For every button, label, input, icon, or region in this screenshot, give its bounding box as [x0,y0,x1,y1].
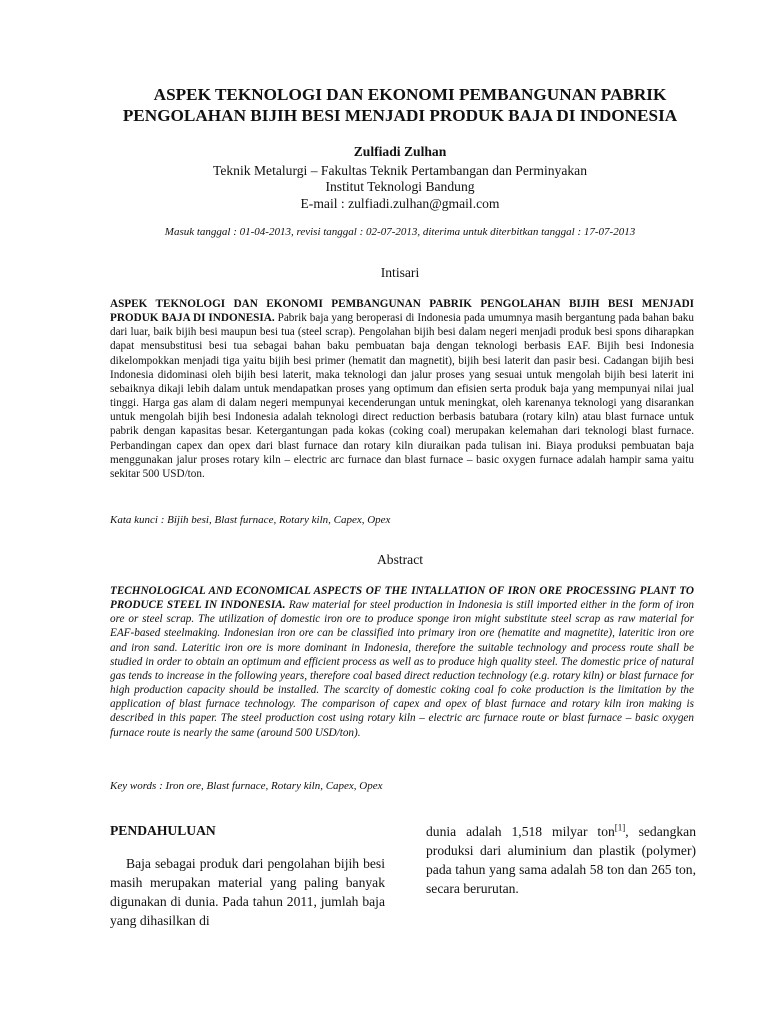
body-column-right [426,822,696,898]
col2-text-start: dunia adalah 1,518 milyar ton [426,824,615,839]
affiliation-department: Teknik Metalurgi – Fakultas Teknik Pertambangan dan Perminyakan [213,163,587,178]
abstract-heading: Abstract [376,552,424,567]
affiliation-institute: Institut Teknologi Bandung [325,179,475,194]
body-column-left: Baja sebagai produk dari pengolahan bijih besi masih merupakan material yang paling banyak digunakan di dunia. Pada tahun 2011, jumlah baja yang dihasilkan di [110,856,385,929]
paper-title-line1: ASPEK TEKNOLOGI DAN EKONOMI PEMBANGUNAN PABRIK [153,85,667,104]
abstract-body: Raw material for steel production in Indonesia is still imported either in the form of iron ore or steel scrap. The utilization of domestic iron ore to produce sponge iron might substitute steel scrap as raw material for EAF-based steelmaking. Indonesian iron ore can be classified into primary iron ore (hematite and magnetite), lateritic iron ore and iron sand. Lateritic iron ore is more dominant in Indonesia, therefore the suitable technology and process route shall be studied in order to obtain an optimum and efficient process as well as to produce high quality steel. The domestic price of natural gas tends to increase in the following years, therefore coal based direct reduction technology (e.g. rotary kiln) or blast furnace for high production capacity should be installed. The scarcity of domestic coking coal fo coke production is the limitation by the application of blast furnace technology. The comparison of capex and opex of blast furnace and rotary kiln iron making is described in this paper. The steel production cost using rotary kiln – electric arc furnace route or blast furnace – basic oxygen furnace route is nearly the same (around 500 USD/ton). [110,599,695,739]
abstract-lead: TECHNOLOGICAL AND ECONOMICAL ASPECTS OF THE INTALLATION OF IRON ORE PROCESSING PLANT TO PRODUCE STEEL IN INDONESIA. [110,585,694,612]
citation-ref-1: [1] [614,822,626,833]
abstract-paragraph [110,584,694,740]
intisari-keywords: Kata kunci : Bijih besi, Blast furnace, Rotary kiln, Capex, Opex [110,514,391,526]
paper-title-line2: PENGOLAHAN BIJIH BESI MENJADI PRODUK BAJA DI INDONESIA [122,106,678,125]
author-email: E-mail : zulfiadi.zulhan@gmail.com [300,196,500,211]
intisari-body: Pabrik baja yang beroperasi di Indonesia pada umumnya masih bergantung pada bahan baku dari luar, baik bijih besi maupun besi tua (steel scrap). Pengolahan bijih besi dalam negeri menjadi produk besi spons diharapkan dapat mensubstitusi besi tua sebagai bahan baku pembuatan baja dengan teknologi berbasis EAF. Bijih besi Indonesia dikelompokkan menjadi tiga yaitu bijih besi primer (hematit dan magnetit), bijih besi laterit dan pasir besi. Cadangan bijih besi Indonesia didominasi oleh bijih besi laterit, maka teknologi dan jalur proses yang sesuai untuk mengolah bijih besi laterit ini sebaiknya dikaji lebih dalam untuk mendapatkan proses yang optimum dan efisien serta produk baja yang mempunyai nilai jual tinggi. Harga gas alam di dalam negeri mempunyai kecenderungan untuk meningkat, oleh karenanya teknologi yang disarankan untuk mengolah bijih besi Indonesia adalah teknologi direct reduction berbasis batubara (rotary kiln) atau blast furnace untuk pabrik dengan kapasitas besar. Ketergantungan pada kokas (coking coal) merupakan kelemahan dari teknologi blast furnace. Perbandingan capex dan opex dari blast furnace dan rotary kiln diuraikan pada tulisan ini. Biaya produksi pembuatan baja menggunakan jalur proses rotary kiln – electric arc furnace dan blast furnace – basic oxygen furnace adalah hampir sama yaitu sekitar 500 USD/ton. [110,312,694,480]
intisari-lead: ASPEK TEKNOLOGI DAN EKONOMI PEMBANGUNAN PABRIK PENGOLAHAN BIJIH BESI MENJADI PRODUK BAJA DI INDONESIA. [110,298,694,325]
intisari-paragraph [110,297,694,481]
abstract-keywords: Key words : Iron ore, Blast furnace, Rotary kiln, Capex, Opex [110,780,383,792]
paper-title [100,84,700,126]
col2-text-end: , sedangkan produksi dari aluminium dan plastik (polymer) pada tahun yang sama adalah 58 ton dan 265 ton, secara berurutan. [426,824,696,897]
section-heading-pendahuluan: PENDAHULUAN [110,823,216,838]
submission-dates: Masuk tanggal : 01-04-2013, revisi tanggal : 02-07-2013, diterima untuk diterbitkan tanggal : 17-07-2013 [164,226,636,238]
intisari-heading: Intisari [380,265,420,280]
author-name: Zulfiadi Zulhan [353,144,447,159]
